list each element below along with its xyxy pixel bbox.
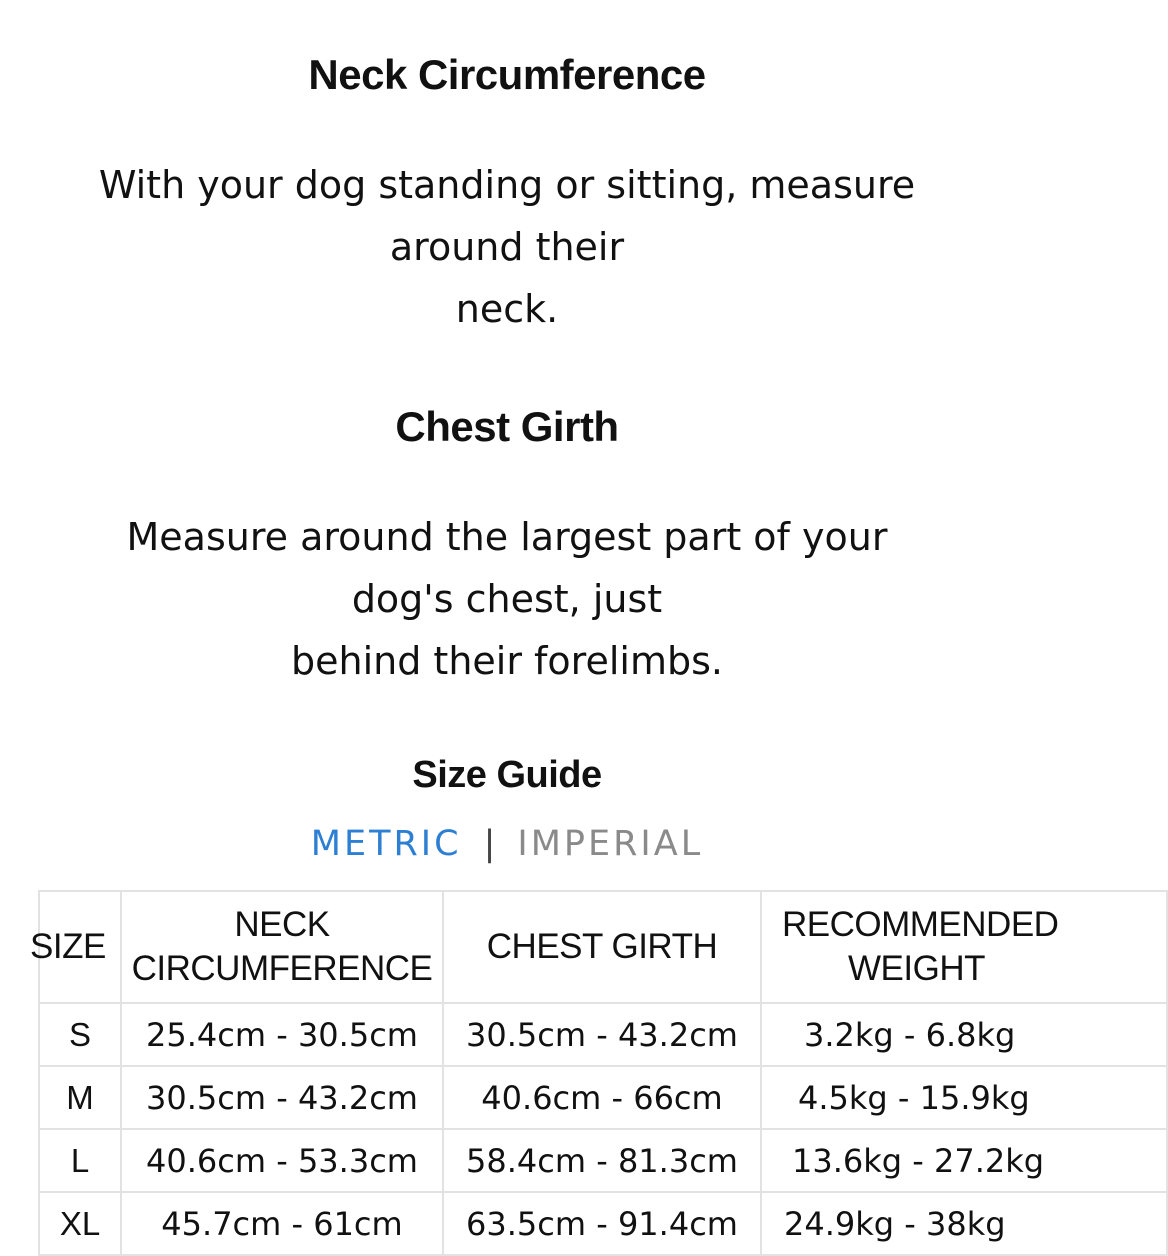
cell-weight: 13.6kg - 27.2kg — [761, 1129, 1167, 1192]
cell-size: M — [39, 1066, 121, 1129]
unit-toggle — [0, 822, 1014, 866]
metric-tab[interactable]: METRIC — [310, 824, 462, 864]
chest-instruction-line: dog's chest, just — [351, 577, 663, 621]
neck-instruction-line: neck. — [455, 287, 559, 331]
table-row — [39, 1003, 1167, 1066]
cell-size: S — [39, 1003, 121, 1066]
size-guide-heading: Size Guide — [412, 754, 602, 796]
size-table-scroll-container[interactable] — [30, 890, 1059, 1243]
cell-neck: 30.5cm - 43.2cm — [121, 1066, 443, 1129]
header-line: CIRCUMFERENCE — [131, 949, 433, 988]
table-header-row — [39, 891, 1167, 1003]
cell-chest: 58.4cm - 81.3cm — [443, 1129, 761, 1192]
neck-circumference-heading: Neck Circumference — [308, 51, 706, 98]
neck-instruction-line: With your dog standing or sitting, measure — [98, 163, 916, 207]
header-line: WEIGHT — [848, 949, 985, 988]
header-size: SIZE — [39, 891, 121, 1003]
header-chest-girth: CHEST GIRTH — [443, 891, 761, 1003]
neck-instruction-line: around their — [389, 225, 625, 269]
imperial-tab[interactable]: IMPERIAL — [517, 824, 704, 864]
header-line: NECK — [234, 905, 330, 944]
unit-separator: | — [483, 824, 496, 864]
chest-girth-heading: Chest Girth — [395, 403, 619, 450]
cell-size: XL — [39, 1192, 121, 1255]
table-row — [39, 1192, 1167, 1255]
cell-neck: 40.6cm - 53.3cm — [121, 1129, 443, 1192]
neck-circumference-instructions — [40, 154, 974, 340]
cell-neck: 45.7cm - 61cm — [121, 1192, 443, 1255]
cell-size: L — [39, 1129, 121, 1192]
table-row — [39, 1066, 1167, 1129]
header-recommended-weight — [761, 891, 1167, 1003]
cell-chest: 30.5cm - 43.2cm — [443, 1003, 761, 1066]
cell-neck: 25.4cm - 30.5cm — [121, 1003, 443, 1066]
header-neck-circumference — [121, 891, 443, 1003]
chest-girth-instructions — [40, 506, 974, 692]
cell-weight: 4.5kg - 15.9kg — [761, 1066, 1167, 1129]
chest-instruction-line: Measure around the largest part of your — [126, 515, 888, 559]
chest-instruction-line: behind their forelimbs. — [291, 639, 723, 683]
cell-weight: 24.9kg - 38kg — [761, 1192, 1167, 1255]
size-table — [30, 890, 1168, 1256]
cell-chest: 40.6cm - 66cm — [443, 1066, 761, 1129]
cell-chest: 63.5cm - 91.4cm — [443, 1192, 761, 1255]
header-line: RECOMMENDED — [782, 905, 1059, 944]
cell-weight: 3.2kg - 6.8kg — [761, 1003, 1167, 1066]
table-row — [39, 1129, 1167, 1192]
